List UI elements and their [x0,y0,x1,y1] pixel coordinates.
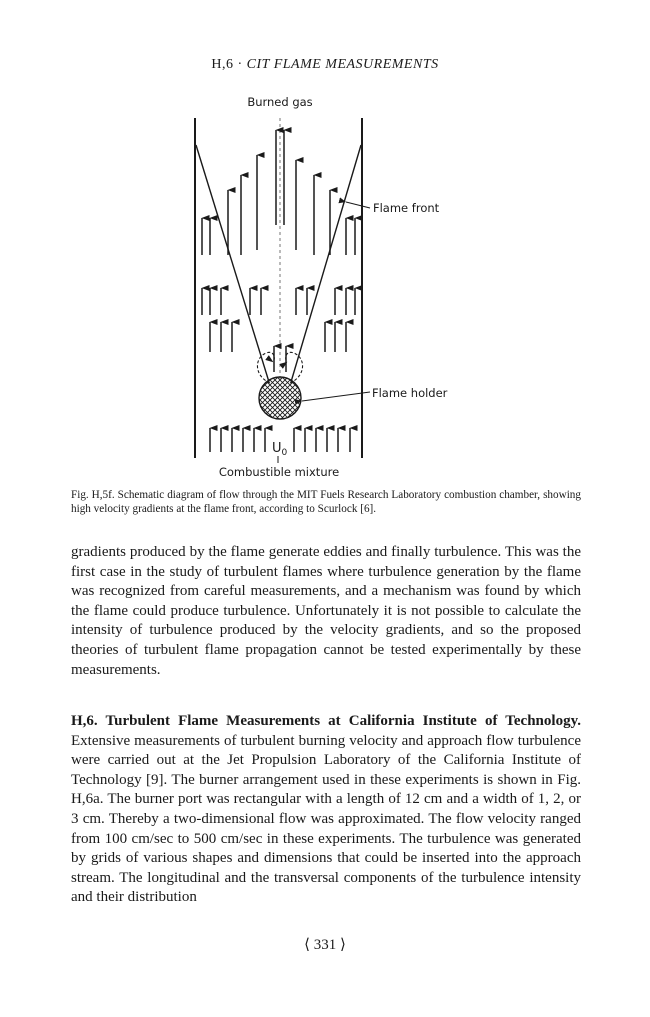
flame-front-leader [346,202,370,208]
flow-diagram [150,90,470,485]
flame-holder [259,377,301,419]
flame-front-right [291,145,361,382]
body-paragraph-2 [71,712,581,908]
page-number: ⟨ 331 ⟩ [304,937,346,953]
approach-velocity-label: $U_0$ [272,441,288,458]
figure-caption: Fig. H,5f. Schematic diagram of flow through the MIT Fuels Research Laboratory combustion chamber, showing high velocity gradients at the flame front, according to Scurlock [6]. [71,489,581,515]
flame-holder-label: Flame holder [372,386,448,400]
body-paragraph-1: gradients produced by the flame generate eddies and finally turbulence. This was the first case in the study of turbulent flames where turbulence generation by the flame was recognized from careful measurements, and a mechanism was found by which the flame could produce turbulence. Unfortunately it is not possible to calculate the intensity of turbulence produced by the velocity gradients, and so the proposed theories of turbulent flame propagation cannot be tested experimentally by these measurements. [71,544,581,678]
section-heading: H,6. Turbulent Flame Measurements at California Institute of Technology. [71,713,581,729]
section-number: H,6 [211,57,234,72]
combustible-mixture-label: Combustible mixture [218,465,340,479]
running-head [0,57,650,73]
running-title: CIT FLAME MEASUREMENTS [246,57,439,72]
flame-front-label: Flame front [373,201,440,215]
section-body: Extensive measurements of turbulent burning velocity and approach flow turbulence were carried out at the Jet Propulsion Laboratory of the California Institute of Technology [9]. The burner arrangement used in these experiments is shown in Fig. H,6a. The burner port was rectangular with a length of 12 cm and a width of 1, 2, or 3 cm. Thereby a two-dimensional flow was approximated. The flow velocity ranged from 100 cm/sec to 500 cm/sec in these experiments. The turbulence was generated by grids of various shapes and dimensions that could be inserted into the approach stream. The longitudinal and the transversal components of the turbulence intensity and their distribution [71,732,581,906]
flame-holder-leader [302,392,370,401]
header-separator: · [237,57,243,72]
burned-gas-label: Burned gas [247,95,313,109]
